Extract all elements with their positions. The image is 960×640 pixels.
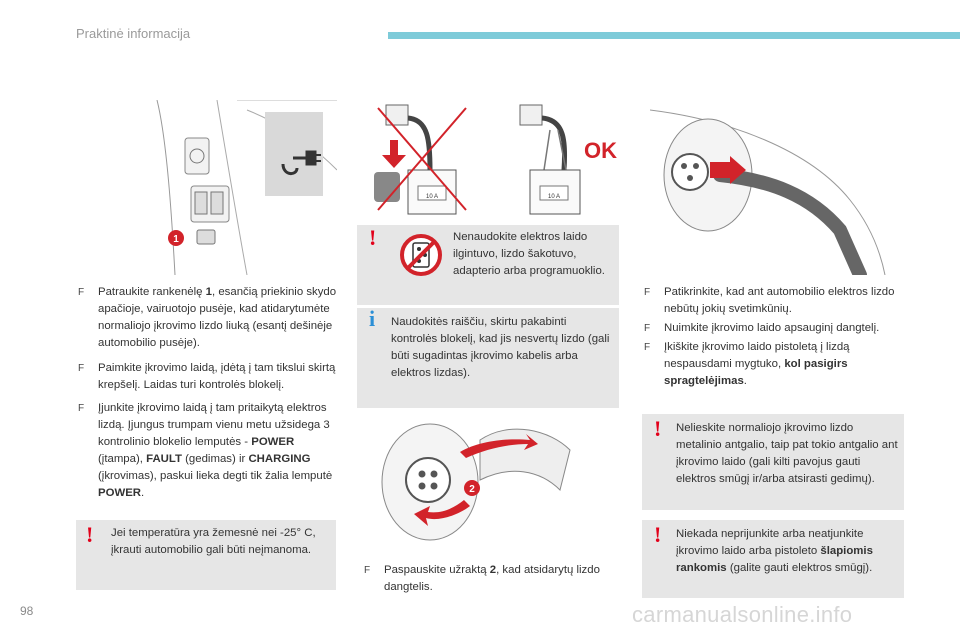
charging-port-illustration [650,100,900,275]
bullet-mark: F [644,342,651,353]
bullet-mark: F [364,565,371,576]
warning-icon: ! [654,522,662,547]
ok-label: OK [584,138,617,163]
list-item: F Įkiškite įkrovimo laido pistoletą į lizdą nespausdami mygtuko, kol pasigirs spragtelėjimas. [644,341,850,387]
temperature-warning-note [76,520,336,590]
callout-2: 2 [469,484,475,495]
no-adapter-icon [399,233,443,277]
bullet-mark: F [78,403,85,414]
no-extension-warning-note [357,225,619,305]
left-column-instructions [76,284,341,508]
warning-icon: ! [86,522,94,547]
callout-1: 1 [173,234,179,245]
middle-column-instructions [362,562,624,602]
list-item: F Paimkite įkrovimo laidą, įdėtą į tam tikslui skirtą krepšelį. Laidas turi kontrolės blokelį. [78,362,336,391]
site-watermark: carmanualsonline.info [632,602,853,627]
box-label-left: 10 A [425,194,439,200]
list-item: F Patikrinkite, kad ant automobilio elektros lizdo nebūtų jokių svetimkūnių. [644,286,895,315]
page-header-title: Praktinė informacija [76,26,191,41]
wet-hands-warning-note [642,520,904,598]
info-icon: i [369,306,376,331]
warning-text: Jei temperatūra yra žemesnė nei -25° C, įkrauti automobilio gali būti neįmanoma. [111,527,316,556]
info-text: Naudokitės raiščiu, skirtu pakabinti kontrolės blokelį, kad jis nesvertų lizdo (gali būti sugadintas įkrovimo kabelis arba elektros lizdas). [391,316,610,379]
bullet-mark: F [78,363,85,374]
list-item: F Nuimkite įkrovimo laido apsauginį dangtelį. [642,320,904,337]
warning-text: Nenaudokite elektros laido ilgintuvo, lizdo šakotuvo, adapterio arba programuoklio. [453,231,605,277]
warning-icon: ! [654,416,662,441]
list-item: F Paspauskite užraktą 2, kad atsidarytų lizdo dangtelis. [364,564,600,593]
warning-text: Nelieskite normaliojo įkrovimo lizdo metalinio antgalio, taip pat tokio antgalio ant įkrovimo laido (gali kilti pavojus gauti elektros smūgį ir/arba atsirasti gedimų). [676,422,898,485]
header-accent-bar [388,32,960,39]
list-item: F Patraukite rankenėlę 1, esančią priekinio skydo apačioje, vairuotojo pusėje, kad atidarytumėte normaliojo įkrovimo lizdo liuką (esantį dešinėje automobilio pusėje). [78,286,337,349]
page-number: 98 [20,604,34,618]
bullet-mark: F [78,287,85,298]
strap-info-note [357,308,619,408]
metal-tip-warning-note [642,414,904,510]
right-column-instructions [642,284,904,396]
cable-usage-illustration [368,100,623,215]
dashboard-lever-illustration [97,100,337,275]
bullet-mark: F [644,323,651,334]
list-item: F Įjunkite įkrovimo laidą į tam pritaikytą elektros lizdą. Įjungus trumpam vienu metu užsidega 3 kontrolinio blokelio lemputės - POWER (įtampa), FAULT (gedimas) ir CHARGING (įkrovimas), paskui lieka degti tik žalia lemputė POWER. [78,402,333,499]
port-lock-illustration [370,410,580,550]
warning-icon: ! [369,225,377,250]
box-label-right: 10 A [547,194,561,200]
bullet-mark: F [644,287,651,298]
warning-text: Niekada neprijunkite arba neatjunkite įkrovimo laido arba pistoleto šlapiomis rankomis (galite gauti elektros smūgį). [676,528,873,574]
